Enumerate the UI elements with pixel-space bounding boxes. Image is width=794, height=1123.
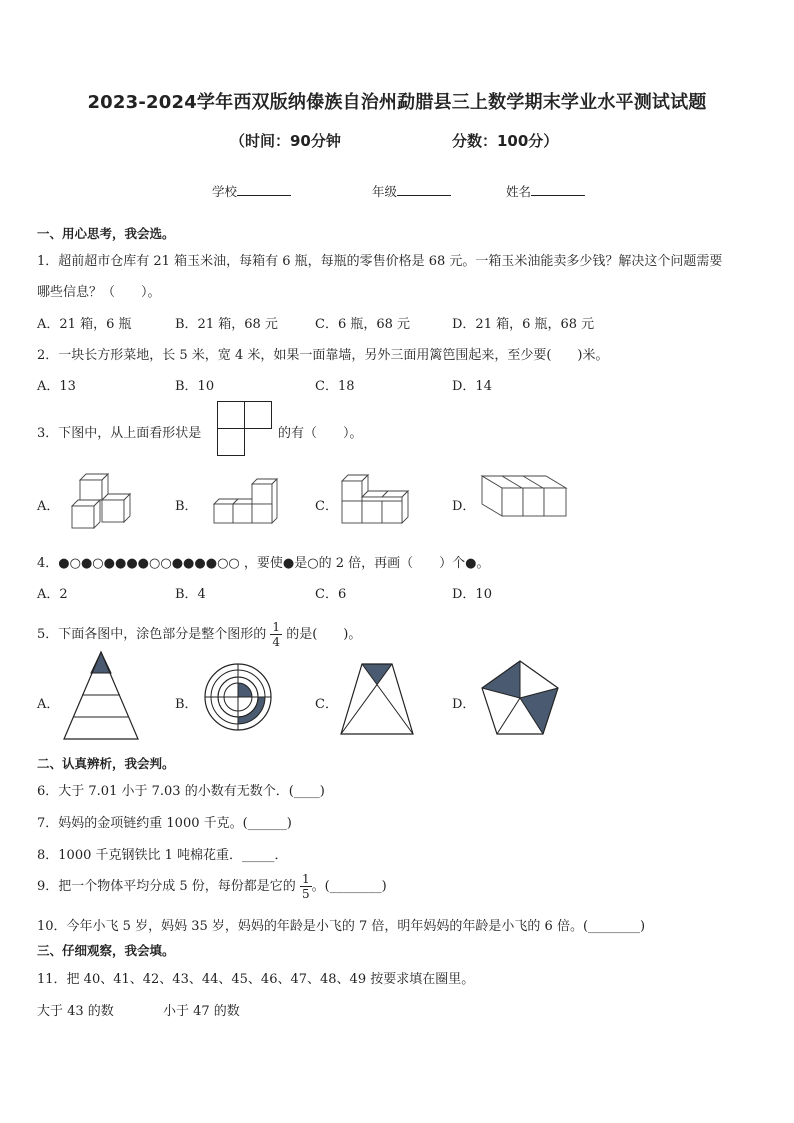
page-title: 2023-2024学年西双版纳傣族自治州勐腊县三上数学期末学业水平测试试题 (87, 92, 707, 113)
name-label: 姓名 (506, 184, 532, 199)
q11-label-greater-43: 大于 43 的数 (37, 1004, 114, 1019)
q2-option-a[interactable]: A．13 (37, 379, 76, 394)
grade-blank[interactable] (397, 183, 451, 196)
q10-text: 10．今年小飞 5 岁，妈妈 35 岁，妈妈的年龄是小飞的 7 倍，明年妈妈的年龄是小飞的 6 倍。(________) (37, 919, 646, 934)
q3-option-b-cubes-figure (212, 478, 282, 526)
q1-option-a[interactable]: A．21 箱，6 瓶 (37, 317, 132, 332)
q3-option-c-cubes-figure (340, 471, 420, 527)
trapezoid-shaded-top (362, 664, 392, 684)
q4-text: 4．●○●○●●●●○○●●●●○○ ，要使●是○的 2 倍，再画（ ）个●。 (37, 556, 490, 571)
q5-frac-den: 4 (272, 635, 281, 649)
q5-fraction (270, 620, 282, 649)
q5-option-c[interactable]: C． (315, 697, 338, 712)
school-field (212, 182, 291, 200)
q3-option-a[interactable]: A． (37, 499, 60, 514)
school-blank[interactable] (237, 183, 291, 196)
school-label: 学校 (212, 184, 238, 199)
q5-text-after: 的是( )。 (286, 627, 362, 642)
name-blank[interactable] (531, 183, 585, 196)
q4-option-b[interactable]: B．4 (175, 587, 206, 602)
name-field (506, 182, 585, 200)
q3-option-a-cubes-figure (70, 470, 140, 530)
q1-option-d[interactable]: D．21 箱，6 瓶，68 元 (452, 317, 595, 332)
q9-text (37, 872, 387, 901)
q7-text: 7．妈妈的金项链约重 1000 千克。(______) (37, 816, 292, 831)
q3-text-before: 3．下图中，从上面看形状是 (37, 426, 202, 441)
section-3-heading: 三、仔细观察，我会填。 (37, 943, 175, 958)
q5-option-b[interactable]: B． (175, 697, 198, 712)
q4-option-a[interactable]: A．2 (37, 587, 68, 602)
q5-frac-num: 1 (272, 620, 281, 634)
q5-option-d[interactable]: D． (452, 697, 476, 712)
grade-field (372, 182, 451, 200)
q5-option-a-triangle-figure (63, 651, 139, 741)
q3-option-b[interactable]: B． (175, 499, 198, 514)
q9-frac-num: 1 (301, 872, 310, 886)
time-label: （时间：90分钟 (230, 132, 341, 150)
q1-option-c[interactable]: C．6 瓶，68 元 (315, 317, 411, 332)
q9-text-before: 9．把一个物体平均分成 5 份，每份都是它的 (37, 879, 296, 894)
q5-option-c-trapezoid-figure (340, 662, 414, 736)
q11-text: 11．把 40、41、42、43、44、45、46、47、48、49 按要求填在圈里。 (37, 972, 475, 987)
q4-option-d[interactable]: D．10 (452, 587, 492, 602)
q5-option-a[interactable]: A． (37, 697, 60, 712)
q6-text: 6．大于 7.01 小于 7.03 的小数有无数个．(____) (37, 784, 325, 799)
score-label: 分数：100分） (452, 132, 559, 150)
q8-text: 8．1000 千克钢铁比 1 吨棉花重．_____． (37, 848, 288, 863)
q11-label-less-47: 小于 47 的数 (163, 1004, 240, 1019)
q9-frac-den: 5 (301, 887, 310, 901)
q2-text: 2．一块长方形菜地，长 5 米，宽 4 米，如果一面靠墙，另外三面用篱笆围起来，至少要( )米。 (37, 348, 609, 363)
q4-option-c[interactable]: C．6 (315, 587, 347, 602)
q1-option-b[interactable]: B．21 箱，68 元 (175, 317, 278, 332)
q9-fraction (300, 872, 312, 901)
q3-top-view-figure (217, 401, 273, 457)
q9-text-after: 。(________) (311, 879, 387, 894)
q1-text-line1: 1．超前超市仓库有 21 箱玉米油，每箱有 6 瓶，每瓶的零售价格是 68 元。一箱玉米油能卖多少钱？解决这个问题需要 (37, 254, 723, 269)
q3-text-after: 的有（ ）。 (278, 426, 363, 441)
q1-text-line2: 哪些信息？（ ）。 (37, 285, 161, 300)
q3-option-d[interactable]: D． (452, 499, 476, 514)
q3-option-d-cubes-figure (480, 472, 570, 522)
q5-option-b-rings-figure (204, 663, 272, 731)
q2-option-b[interactable]: B．10 (175, 379, 215, 394)
section-1-heading: 一、用心思考，我会选。 (37, 226, 175, 241)
pentagon-shaded-upper-left (482, 661, 520, 698)
q3-option-c[interactable]: C． (315, 499, 338, 514)
grade-label: 年级 (372, 184, 398, 199)
q5-text (37, 620, 361, 649)
q5-option-d-pentagon-figure (480, 660, 560, 736)
q2-option-d[interactable]: D．14 (452, 379, 492, 394)
q2-option-c[interactable]: C．18 (315, 379, 355, 394)
section-2-heading: 二、认真辨析，我会判。 (37, 756, 175, 771)
q5-text-before: 5．下面各图中，涂色部分是整个图形的 (37, 627, 267, 642)
